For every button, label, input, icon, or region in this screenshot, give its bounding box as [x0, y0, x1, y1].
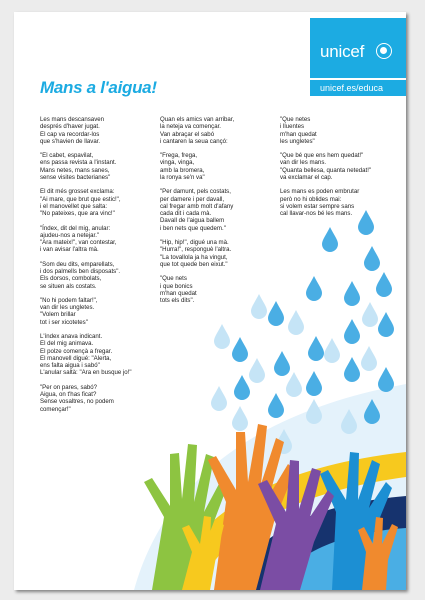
- poster-page: [14, 12, 406, 590]
- stanza: "Hip, hip!", digué una mà. "Hurra!", responguè l'altra. "La tovallola ja ha vingut, que tot quede ben eixut.": [160, 239, 232, 268]
- poem-title: Mans a l'aigua!: [40, 78, 157, 97]
- unicef-logo[interactable]: [310, 18, 406, 78]
- unicef-globe-icon: [376, 43, 392, 59]
- stanza: "Frega, frega, vinga, vinga, amb la bromera, la ronya se'n va": [160, 152, 205, 181]
- stanza: L'índex anava indicant. El del mig animava. El polze començà a fregar. El manovell digué: "Alerta, ens falta aigua i sabó" L'anular saltà: "Ara en busque jo!": [40, 333, 132, 377]
- stanza: Les mans descansaven després d'haver jugat. El cap va recordar-los que s'havien de llavar.: [40, 116, 105, 145]
- stanza: El dit més grosset exclama: "Ai mare, que brut que estic!", i el manovellet que salta: "No pateixes, que ara vinc!": [40, 188, 121, 218]
- poem-column-1: [40, 116, 158, 420]
- stanza: "Que netes i lluentes m'han quedat les ungletes": [280, 116, 317, 145]
- website-link[interactable]: [310, 80, 406, 96]
- stanza: "Per on pares, sabó? Aigua, on t'has ficat? Sense vosaltres, no podem començar!": [40, 383, 114, 413]
- stanza: "Som deu dits, emparellats, i dos palmells ben disposats". Els dorsos, combolats, se situen als costats.: [40, 260, 121, 290]
- website-url: unicef.es/educa: [320, 83, 384, 93]
- stanza: "Que nets i que bonics m'han quedat tots els dits".: [160, 275, 197, 304]
- stanza: Quan els amics van arribar, la neteja va començar. Van abraçar el sabó i cantaren la seua cançó:: [160, 116, 235, 145]
- stanza: "El cabet, espavilat, ens passa revista a l'instant. Mans netes, mans sanes, sense visites bacterianes": [40, 152, 117, 181]
- stanza: "No hi podem faltar!", van dir les ungletes. "Volem brillar tot i ser xicotetes": [40, 296, 98, 326]
- stanza: "Per damunt, pels costats, per damere i per davall, cal fregar amb molt d'afany cada dit i cada mà. Davall de l'aigua ballem i ben nets que quedem.": [160, 188, 234, 232]
- stanza: "Índex, dit del mig, anular: ajudeu-nos a netejar." "Ara mateix!", van contestar, i van avisar l'altra mà.: [40, 224, 117, 254]
- poem-column-2: [160, 116, 278, 311]
- poem-column-3: [280, 116, 398, 225]
- stanza: Les mans es poden embrutar però no hi oblides mai: si volem estar sempre sans cal llavar-nos bé les mans.: [280, 188, 360, 218]
- stanza: "Que bé que ens hem quedat!" van dir les mans. "Quanta bellesa, quanta netedat!" va exclamar el cap.: [280, 152, 372, 181]
- unicef-wordmark: unicef: [320, 42, 365, 61]
